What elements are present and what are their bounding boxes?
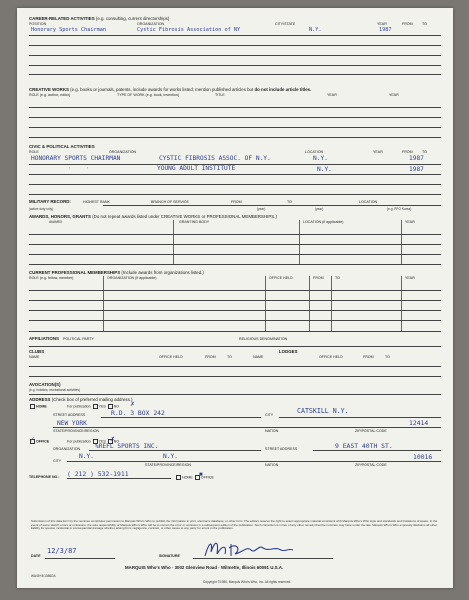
rule bbox=[193, 558, 333, 559]
tel-home-checkbox[interactable] bbox=[176, 475, 181, 480]
home-zip-label: ZIP/POSTAL CODE bbox=[355, 429, 387, 433]
rule bbox=[29, 194, 441, 195]
creative-col-title: TITLE bbox=[215, 93, 225, 97]
tel-office-check-mark: ■ bbox=[199, 472, 203, 478]
ditto-mark: " bbox=[69, 167, 71, 171]
rule bbox=[29, 74, 441, 75]
civic-col-role: ROLE bbox=[29, 150, 39, 154]
rule bbox=[29, 117, 441, 118]
memberships-col-office: OFFICE HELD bbox=[269, 276, 293, 280]
rule bbox=[103, 205, 441, 206]
office-street-hw[interactable]: 9 EAST 40TH ST. bbox=[335, 442, 393, 450]
career-hw-city[interactable]: N.Y. bbox=[309, 27, 322, 33]
memberships-col-year: YEAR bbox=[405, 276, 415, 280]
civic-col-from: FROM bbox=[402, 150, 413, 154]
avocation-note: (e.g. hobbies, recreational activities) bbox=[29, 388, 81, 392]
memberships-col-to: TO bbox=[335, 276, 340, 280]
creative-col-year2: YEAR bbox=[389, 93, 399, 97]
civic-hw-role[interactable]: HONORARY SPORTS CHAIRMAN bbox=[31, 155, 121, 162]
home-street-hw[interactable]: R.D. 3 BOX 242 bbox=[111, 409, 165, 417]
lodges-label: LODGES bbox=[279, 349, 298, 354]
telephone-home: HOME OFFICE bbox=[175, 475, 214, 480]
rule bbox=[53, 427, 441, 428]
career-hw-year[interactable]: 1987 bbox=[379, 27, 392, 33]
lodges-col-to: TO bbox=[385, 355, 390, 359]
affiliations-title: AFFILIATIONS bbox=[29, 336, 59, 341]
rule bbox=[67, 461, 441, 462]
military-from: FROM bbox=[231, 200, 242, 204]
awards-col-body: GRANTING BODY bbox=[179, 220, 210, 224]
rule bbox=[29, 184, 441, 185]
home-street-label: STREET ADDRESS bbox=[53, 413, 86, 417]
col-divider bbox=[309, 276, 310, 332]
rule bbox=[29, 137, 441, 138]
civic-title: CIVIC & POLITICAL ACTIVITIES bbox=[29, 144, 95, 149]
col-divider bbox=[103, 276, 104, 332]
memberships-col-from: FROM bbox=[313, 276, 324, 280]
date-hw[interactable]: 12/3/87 bbox=[47, 547, 77, 555]
military-year2: (year) bbox=[315, 207, 324, 211]
home-nation-label: NATION bbox=[265, 429, 279, 433]
rule bbox=[29, 107, 441, 108]
rule bbox=[45, 558, 115, 559]
rule bbox=[279, 417, 441, 418]
col-divider bbox=[265, 276, 266, 332]
rule bbox=[29, 174, 441, 175]
rule bbox=[29, 127, 441, 128]
creative-title: CREATIVE WORKS (e.g. books or journals, patents, include awards for works listed; mention published articles but do not include article titles. bbox=[29, 87, 312, 92]
office-zip-label: ZIP/POSTAL CODE bbox=[355, 463, 387, 467]
home-no-check-mark: ✗ bbox=[130, 402, 136, 408]
creative-col-year1: YEAR bbox=[327, 93, 337, 97]
rule bbox=[29, 55, 441, 56]
office-state-label: STATE/PROVINCE/REGION bbox=[145, 463, 191, 467]
office-zip-hw[interactable]: 10016 bbox=[413, 453, 433, 461]
rule bbox=[29, 394, 441, 395]
career-title: CAREER-RELATED ACTIVITIES (e.g. consulting, current directorships) bbox=[29, 16, 170, 21]
office-state-hw[interactable]: N.Y. bbox=[79, 453, 94, 460]
clubs-col-name: NAME bbox=[29, 355, 40, 359]
awards-col-location: LOCATION (if applicable) bbox=[303, 220, 344, 224]
civic-hw-loc2[interactable]: N.Y. bbox=[317, 166, 332, 173]
rule bbox=[29, 346, 441, 347]
address-home-pub: For publication YES NO bbox=[67, 404, 120, 409]
address-title: ADDRESS (Check box of preferred mailing address.) bbox=[29, 397, 133, 402]
col-divider bbox=[331, 276, 332, 332]
civic-col-year: YEAR bbox=[373, 150, 383, 154]
civic-hw-year[interactable]: 1987 bbox=[409, 155, 424, 162]
form-sheet bbox=[17, 8, 453, 588]
military-active-duty: (active duty only) bbox=[29, 207, 54, 211]
col-divider bbox=[401, 220, 402, 264]
rule bbox=[29, 45, 441, 46]
form-code: WA45+5/1086DA bbox=[31, 574, 56, 578]
address-office-label: OFFICE bbox=[29, 439, 49, 444]
military-to: TO bbox=[287, 200, 292, 204]
avocation-title: AVOCATION(S) bbox=[29, 382, 61, 387]
address-office-pub: For publication YES NO bbox=[67, 439, 120, 444]
career-col-from: FROM bbox=[402, 22, 413, 26]
military-branch: BRANCH OF SERVICE bbox=[151, 200, 189, 204]
home-zip-hw[interactable]: 12414 bbox=[409, 419, 429, 427]
rule bbox=[29, 310, 441, 311]
office-street-label: STREET ADDRESS bbox=[265, 447, 298, 451]
rule bbox=[29, 254, 441, 255]
rule bbox=[101, 417, 261, 418]
military-location: LOCATION bbox=[359, 200, 378, 204]
telephone-label: TELEPHONE NO.: bbox=[29, 475, 60, 479]
civic-hw-year2[interactable]: 1987 bbox=[409, 166, 424, 173]
home-checkbox[interactable] bbox=[30, 404, 35, 409]
rule bbox=[29, 331, 441, 332]
office-city-label: CITY bbox=[53, 459, 62, 463]
career-col-position: POSITION bbox=[29, 22, 47, 26]
rule bbox=[29, 35, 441, 36]
memberships-col-role: ROLE (e.g. fellow, member) bbox=[29, 276, 74, 280]
career-col-city: CITY/STATE bbox=[275, 22, 296, 26]
rule bbox=[29, 300, 441, 301]
civic-hw-org[interactable]: CYSTIC FIBROSIS ASSOC. OF N.Y. bbox=[159, 155, 271, 162]
ditto-mark: " bbox=[87, 167, 89, 171]
rule bbox=[29, 65, 441, 66]
career-col-to: TO bbox=[422, 22, 427, 26]
civic-col-location: LOCATION bbox=[305, 150, 324, 154]
military-year1: (year) bbox=[257, 207, 266, 211]
home-city-hw[interactable]: CATSKILL N.Y. bbox=[297, 407, 349, 415]
rule bbox=[29, 244, 441, 245]
memberships-col-org: ORGANIZATION (if applicable) bbox=[107, 276, 157, 280]
rule bbox=[313, 450, 441, 451]
rule bbox=[29, 234, 441, 235]
clubs-col-to: TO bbox=[227, 355, 232, 359]
home-state-label: STATE/PROVINCE/REGION bbox=[53, 429, 99, 433]
career-col-org: ORGANIZATION bbox=[137, 22, 165, 26]
affiliations-religious: RELIGIOUS DENOMINATION bbox=[239, 337, 288, 341]
publisher-footer: MARQUIS Who's Who · 3002 Glenview Road · Wilmette, Illinois 60091 U.S.A. bbox=[125, 565, 284, 570]
rule bbox=[29, 320, 441, 321]
lodges-col-office: OFFICE HELD bbox=[319, 355, 343, 359]
office-nation-hw[interactable]: N.Y. bbox=[163, 453, 178, 460]
rule bbox=[67, 478, 171, 479]
office-nation-label: NATION bbox=[265, 463, 279, 467]
office-org-hw[interactable]: %REFL SPORTS INC. bbox=[95, 443, 159, 450]
rule bbox=[29, 264, 441, 265]
civic-hw-loc[interactable]: N.Y. bbox=[313, 155, 328, 162]
clubs-label: CLUBS bbox=[29, 349, 45, 354]
col-divider bbox=[299, 220, 300, 264]
rule bbox=[29, 290, 441, 291]
civic-col-to: TO bbox=[422, 150, 427, 154]
lodges-col-name: NAME bbox=[253, 355, 264, 359]
military-highest-rank: HIGHEST RANK bbox=[83, 200, 110, 204]
submission-statement: Submission of this data form by the nominee constitutes permission to Marquis Who's Who to publish the information in print, electronic database, or other form. The editors reserve the right to select appropriate material consistent with Marquis Who's Who style and standards and limitations of space. In the event of some sketch errors or omissions, the sole responsibility of Marquis Who's Who will be to correct the error or omission in a subsequent edition of the publication. Such correction is in lieu of any other remedy that the nominee may have under the law. Marquis Who's Who expressly disclaims all other liability for special, incidental or consequential damage whether arising from negligence, contract, or other cause to any party for errors in the publication. bbox=[31, 519, 438, 531]
home-yes-checkbox[interactable] bbox=[93, 404, 98, 409]
memberships-title: CURRENT PROFESSIONAL MEMBERSHIPS (Include awards from organizations listed.) bbox=[29, 270, 204, 275]
office-org-label: ORGANIZATION bbox=[53, 447, 81, 451]
awards-col-year: YEAR bbox=[405, 220, 415, 224]
military-title: MILITARY RECORD: bbox=[29, 199, 71, 204]
civic-hw-org2[interactable]: YOUNG ADULT INSTITUTE bbox=[157, 165, 236, 172]
office-check-mark: ✓ bbox=[30, 437, 36, 443]
awards-col-award: AWARD bbox=[49, 220, 63, 224]
awards-title: AWARDS, HONORS, GRANTS (Do not repeat awards listed under CREATIVE WORKS or PROFESSIONAL MEMBERSHIPS.) bbox=[29, 214, 277, 219]
lodges-col-from: FROM bbox=[363, 355, 374, 359]
address-home-label: HOME bbox=[29, 404, 47, 409]
creative-col-type: TYPE OF WORK (e.g. book, invention) bbox=[117, 93, 180, 97]
signature-scribble bbox=[201, 536, 297, 560]
rule bbox=[29, 376, 441, 377]
col-divider bbox=[173, 220, 174, 264]
civic-col-org: ORGANIZATION bbox=[109, 150, 137, 154]
home-city-label: CITY bbox=[265, 413, 274, 417]
signature-label: SIGNATURE bbox=[159, 554, 180, 558]
telephone-hw[interactable]: ( 212 ) 532-1911 bbox=[67, 470, 129, 478]
career-hw-org[interactable]: Cystic Fibrosis Association of NY bbox=[137, 27, 241, 33]
clubs-col-from: FROM bbox=[205, 355, 216, 359]
rule bbox=[29, 366, 441, 367]
copyright: Copyright ©1986, Marquis Who's Who, Inc. All rights reserved. bbox=[203, 580, 292, 584]
rule bbox=[89, 450, 261, 451]
col-divider bbox=[401, 276, 402, 332]
military-example: (e.g. PFO Korea) bbox=[387, 207, 412, 211]
career-hw-position[interactable]: Honorary Sports Chairman bbox=[31, 27, 106, 33]
clubs-col-office: OFFICE HELD bbox=[159, 355, 183, 359]
date-label: DATE bbox=[31, 554, 41, 558]
home-state-hw[interactable]: NEW YORK bbox=[57, 420, 87, 427]
creative-col-role: ROLE (e.g. author, editor) bbox=[29, 93, 71, 97]
affiliations-political: POLITICAL PARTY bbox=[63, 337, 94, 341]
career-col-year: YEAR bbox=[377, 22, 387, 26]
office-yes-check-mark: ✗ bbox=[110, 437, 116, 443]
